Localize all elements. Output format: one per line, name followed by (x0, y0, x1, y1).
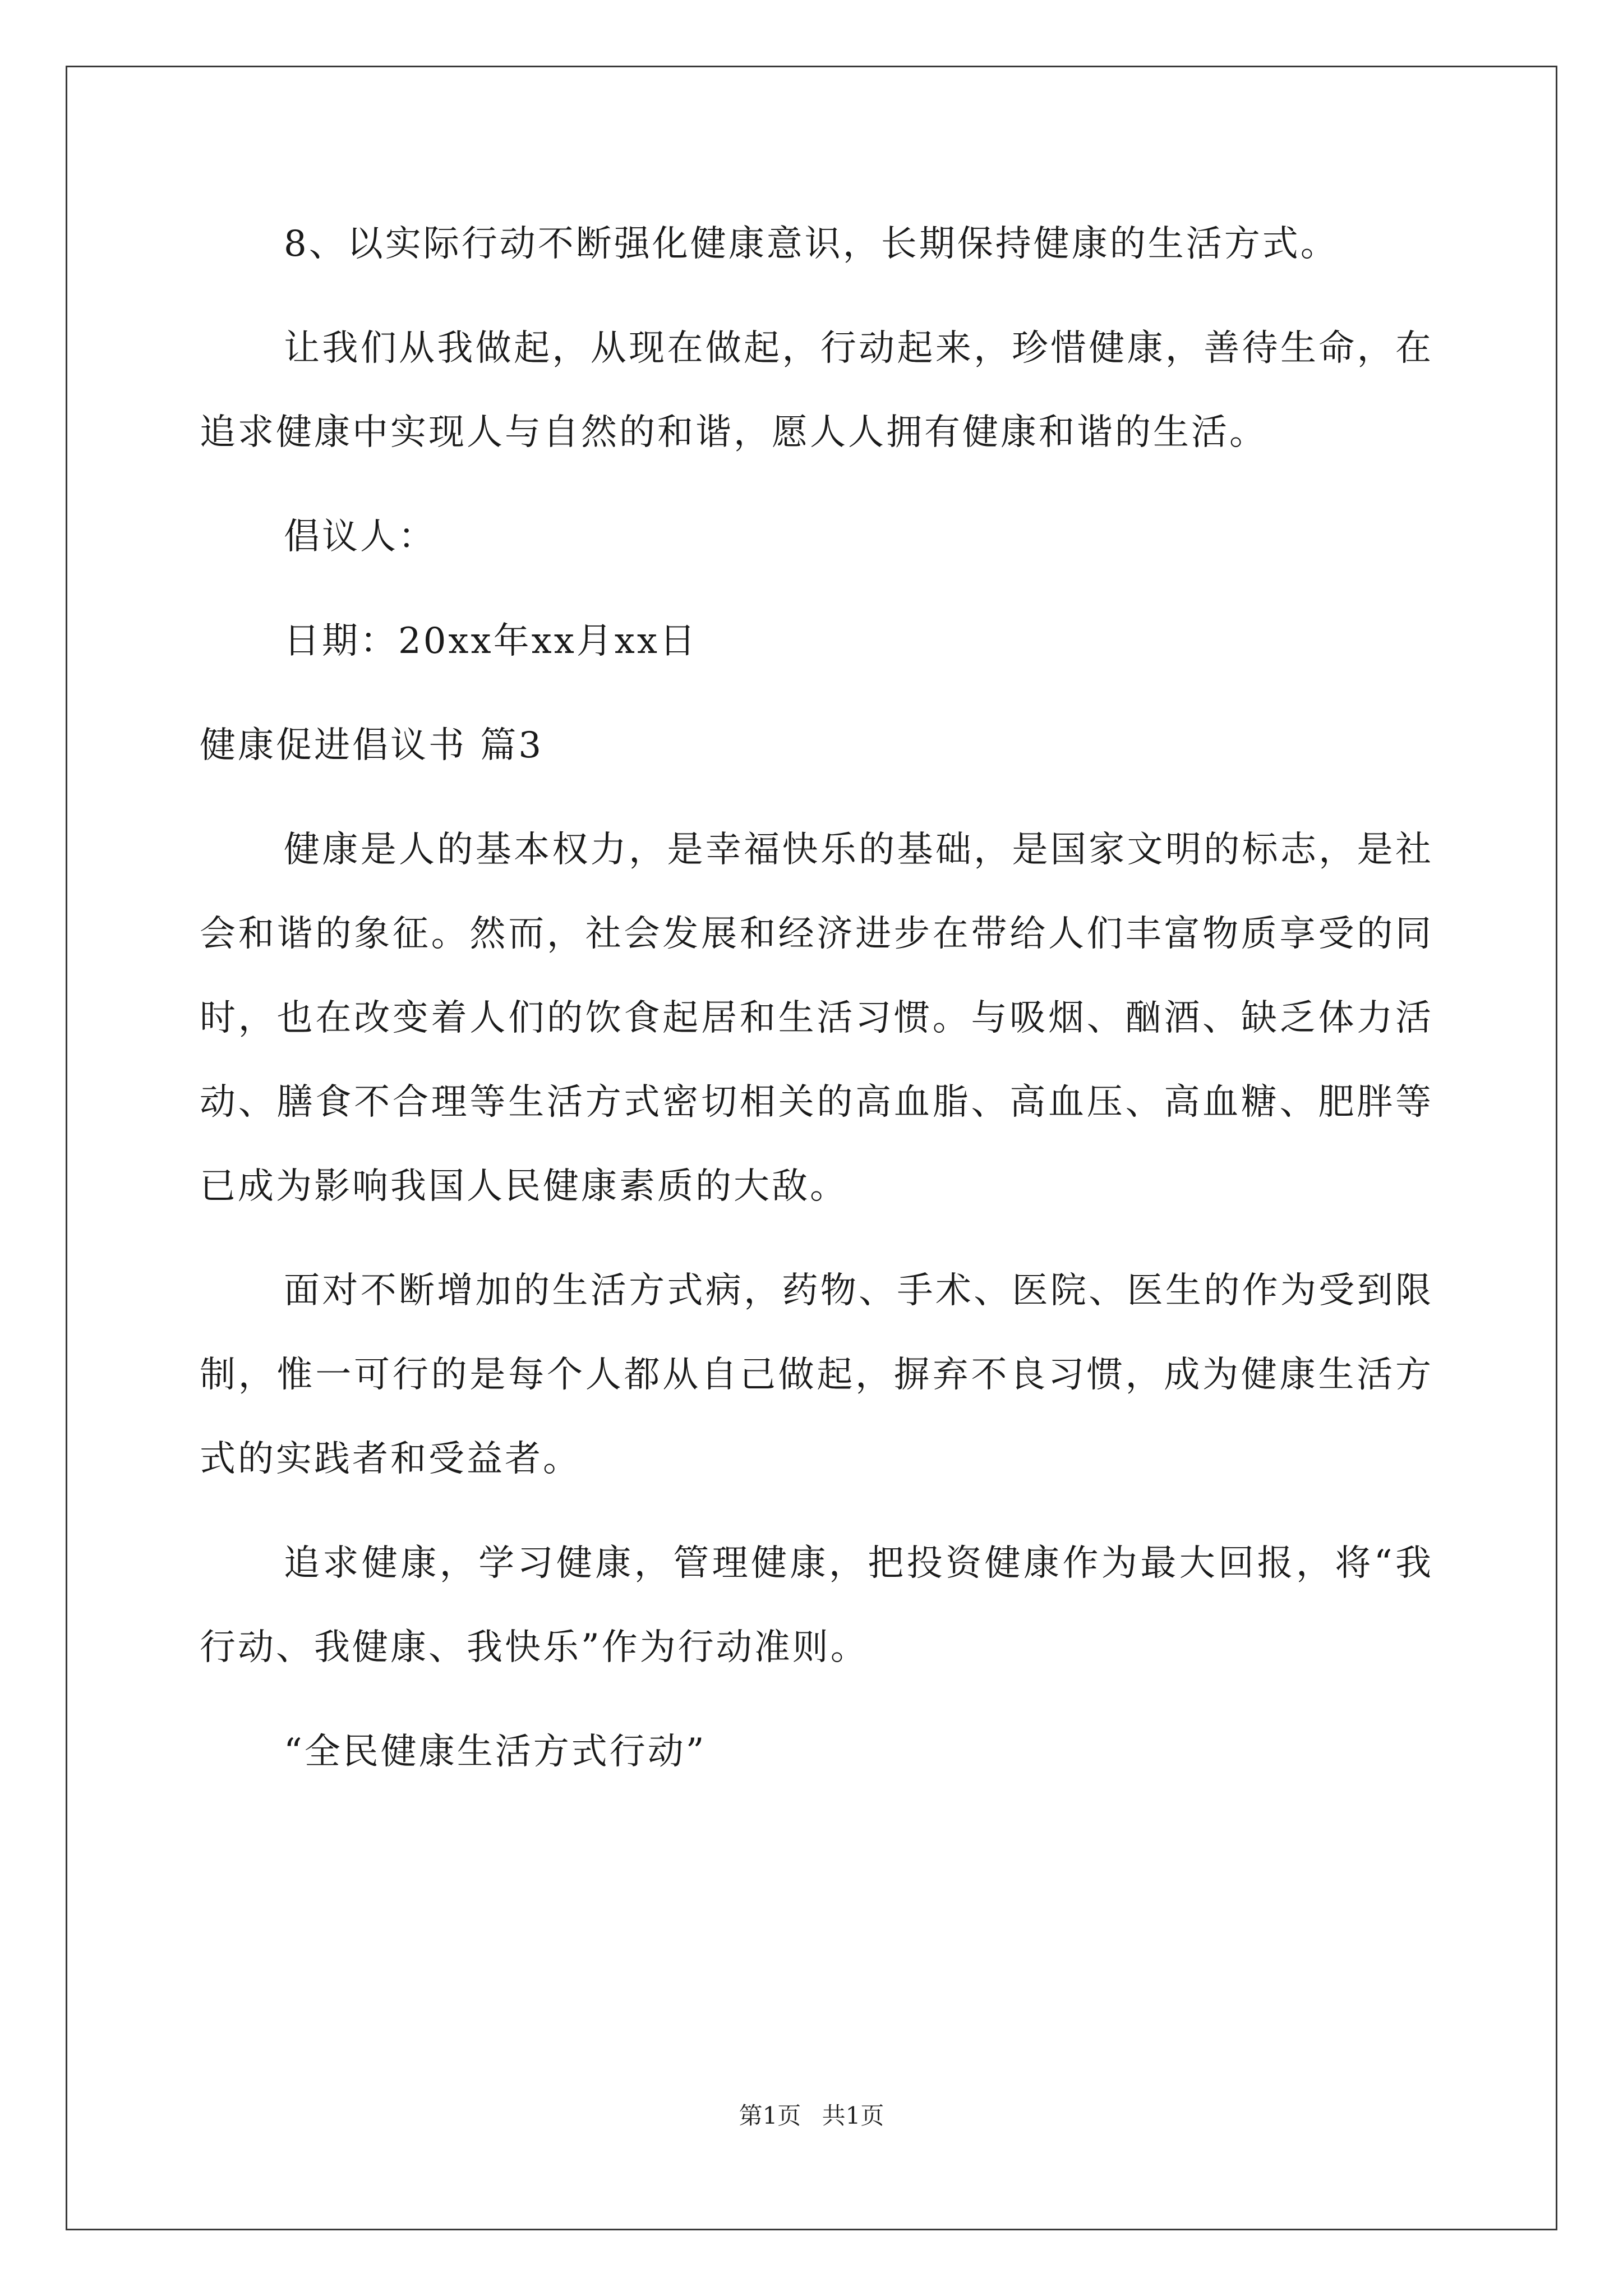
paragraph-action-item-8: 8、以实际行动不断强化健康意识，长期保持健康的生活方式。 (284, 223, 1339, 265)
paragraph-health-intro: 健康是人的基本权力，是幸福快乐的基础，是国家文明的标志，是社会和谐的象征。然而，社会发展和经济进步在带给人们丰富物质享受的同时，也在改变着人们的饮食起居和生活习惯。与吸烟、酗酒、缺乏体力活动、膳食不合理等生活方式密切相关的高血脂、高血压、高血糖、肥胖等已成为影响我国人民健康素质的大敌。 (200, 829, 1433, 1207)
date-line: 日期：20xx年xx月xx日 (284, 620, 698, 662)
page-footer (0, 2099, 1623, 2133)
document-body (200, 202, 1433, 1814)
page-total: 共1页 (822, 2102, 884, 2129)
section-heading: 健康促进倡议书 篇3 (200, 725, 544, 766)
paragraph-call-to-action: 让我们从我做起，从现在做起，行动起来，珍惜健康，善待生命，在追求健康中实现人与自然的和谐，愿人人拥有健康和谐的生活。 (200, 328, 1433, 453)
paragraph-lifestyle-disease: 面对不断增加的生活方式病，药物、手术、医院、医生的作为受到限制，惟一可行的是每个人都从自己做起，摒弃不良习惯，成为健康生活方式的实践者和受益者。 (200, 1270, 1433, 1480)
paragraph-pursue-health: 追求健康，学习健康，管理健康，把投资健康作为最大回报，将“我行动、我健康、我快乐”作为行动准则。 (200, 1543, 1433, 1668)
proposer-line: 倡议人： (284, 516, 436, 558)
paragraph-campaign-name: “全民健康生活方式行动” (284, 1731, 707, 1773)
page-number: 第1页 (739, 2102, 801, 2129)
